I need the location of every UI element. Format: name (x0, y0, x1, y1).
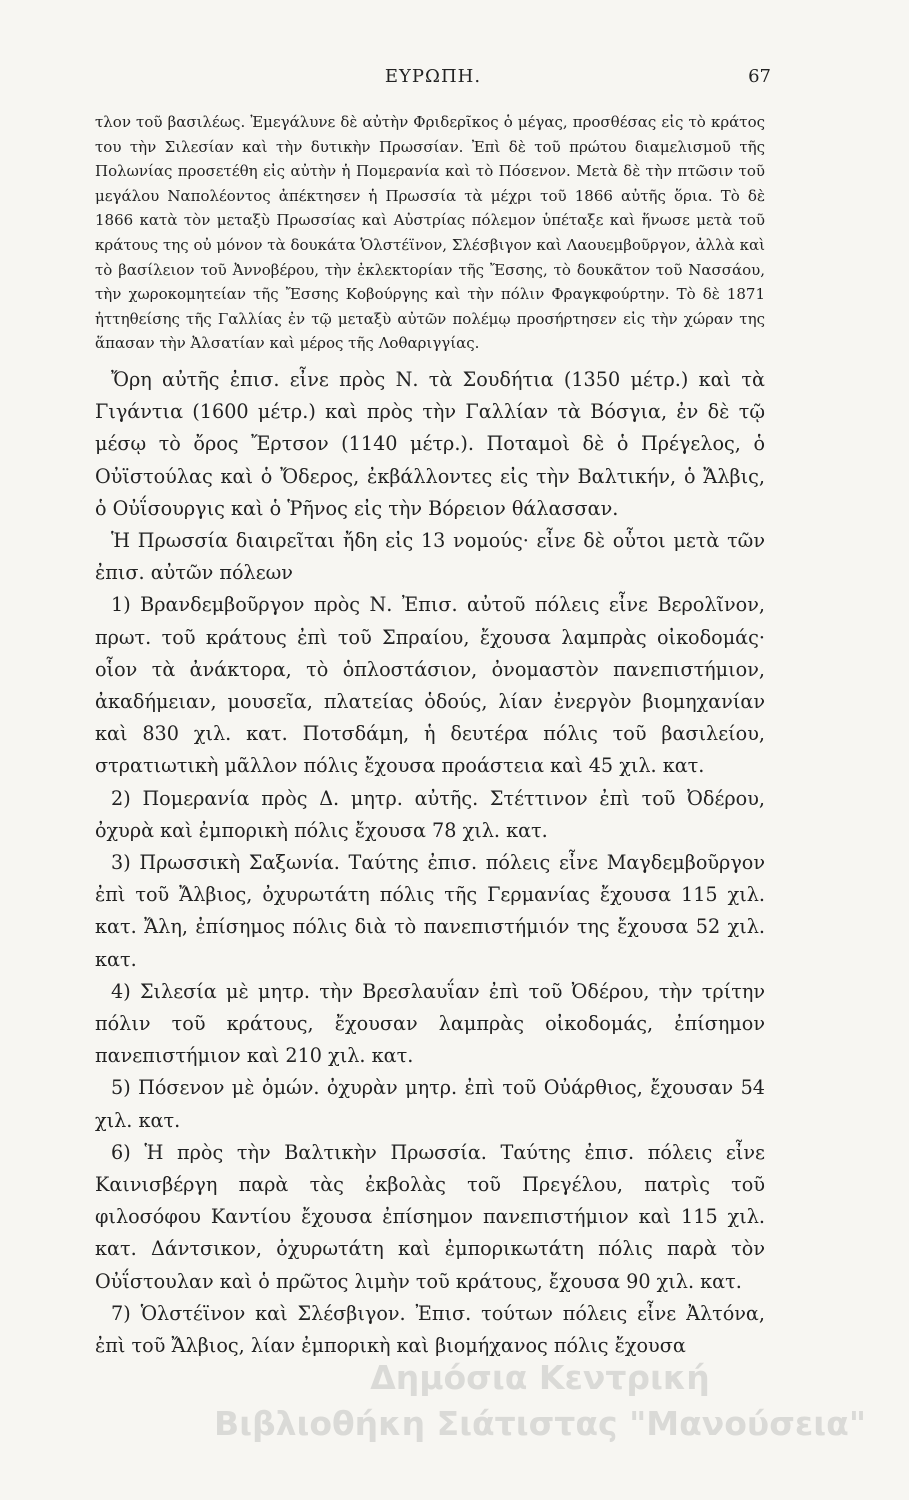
library-watermark (200, 1355, 880, 1447)
history-paragraph: τλον τοῦ βασιλέως. Ἐμεγάλυνε δὲ αὐτὴν Φριδερῖκος ὁ μέγας, προσθέσας εἰς τὸ κράτος του τὴν Σιλεσίαν καὶ τὴν δυτικὴν Πρωσσίαν. Ἐπὶ δὲ τοῦ πρώτου διαμελισμοῦ τῆς Πολωνίας προσετέθη εἰς αὐτὴν ἡ Πομερανία καὶ τὸ Πόσενον. Μετὰ δὲ τὴν πτῶσιν τοῦ μεγάλου Ναπολέοντος ἀπέκτησεν ἡ Πρωσσία τὰ μέχρι τοῦ 1866 αὐτῆς ὅρια. Τὸ δὲ 1866 κατὰ τὸν μεταξὺ Πρωσσίας καὶ Αὐστρίας πόλεμον ὑπέταξε καὶ ἥνωσε μετὰ τοῦ κράτους της οὐ μόνον τὰ δουκάτα Ὁλστέϊνον, Σλέσβιγον καὶ Λαουεμβοῦργον, ἀλλὰ καὶ τὸ βασίλειον τοῦ Ἀννοβέρου, τὴν ἐκλεκτορίαν τῆς Ἔσσης, τὸ δουκᾶτον τοῦ Νασσάου, τὴν χωροκομητείαν τῆς Ἔσσης Κοβούργης καὶ τὴν πόλιν Φραγκφούρτην. Τὸ δὲ 1871 ἡττηθείσης τῆς Γαλλίας ἐν τῷ μεταξὺ αὐτῶν πολέμῳ προσήρτησεν εἰς τὴν χώραν της ἅπασαν τὴν Ἀλσατίαν καὶ μέρος τῆς Λοθαριγγίας. (95, 113, 765, 353)
watermark-line-2: Βιβλιοθήκη Σιάτιστας "Μανούσεια" (213, 1404, 867, 1443)
province-item-6: 6) Ἡ πρὸς τὴν Βαλτικὴν Πρωσσία. Ταύτης ἐπισ. πόλεις εἶνε Καινισβέργη παρὰ τὰς ἐκβολὰς τοῦ Πρεγέλου, πατρὶς τοῦ φιλοσόφου Καντίου ἔχουσα ἐπίσημον πανεπιστήμιον καὶ 115 χιλ. κατ. Δάντσικον, ὀχυρωτάτη καὶ ἐμπορικωτάτη πόλις παρὰ τὸν Οὐΐστουλαν καὶ ὁ πρῶτος λιμὴν τοῦ κράτους, ἔχουσα 90 χιλ. κατ. (95, 1140, 765, 1293)
province-item-4: 4) Σιλεσία μὲ μητρ. τὴν Βρεσλαυΐαν ἐπὶ τοῦ Ὀδέρου, τὴν τρίτην πόλιν τοῦ κράτους, ἔχουσαν λαμπρὰς οἰκοδομάς, ἐπίσημον πανεπιστήμιον καὶ 210 χιλ. κατ. (95, 979, 765, 1068)
page-number: 67 (748, 66, 771, 87)
mountains-rivers-paragraph: Ὄρη αὐτῆς ἐπισ. εἶνε πρὸς Ν. τὰ Σουδήτια (1350 μέτρ.) καὶ τὰ Γιγάντια (1600 μέτρ.) καὶ πρὸς τὴν Γαλλίαν τὰ Βόσγια, ἐν δὲ τῷ μέσῳ τὸ ὄρος Ἔρτσον (1140 μέτρ.). Ποταμοὶ δὲ ὁ Πρέγελος, ὁ Οὐϊστούλας καὶ ὁ Ὄδερος, ἐκβάλλοντες εἰς τὴν Βαλτικήν, ὁ Ἄλβις, ὁ Οὐΐσουργις καὶ ὁ Ῥῆνος εἰς τὴν Βόρειον θάλασσαν. (95, 367, 765, 520)
province-item-5: 5) Πόσενον μὲ ὁμών. ὀχυρὰν μητρ. ἐπὶ τοῦ Οὐάρθιος, ἔχουσαν 54 χιλ. κατ. (95, 1076, 765, 1132)
history-section (95, 110, 765, 356)
province-item-2: 2) Πομερανία πρὸς Δ. μητρ. αὐτῆς. Στέττινον ἐπὶ τοῦ Ὀδέρου, ὀχυρὰ καὶ ἐμπορικὴ πόλις ἔχουσα 78 χιλ. κατ. (95, 786, 765, 842)
division-intro-paragraph: Ἡ Πρωσσία διαιρεῖται ἤδη εἰς 13 νομούς· εἶνε δὲ οὗτοι μετὰ τῶν ἐπισ. αὐτῶν πόλεων (95, 528, 765, 585)
running-title: ΕΥΡΩΠΗ. (384, 66, 482, 87)
page-header (95, 66, 771, 96)
province-item-1: 1) Βρανδεμβοῦργον πρὸς Ν. Ἐπισ. αὐτοῦ πόλεις εἶνε Βερολῖνον, πρωτ. τοῦ κράτους ἐπὶ τοῦ Σπραίου, ἔχουσα λαμπρὰς οἰκοδομάς· οἷον τὰ ἀνάκτορα, τὸ ὁπλοστάσιον, ὀνομαστὸν πανεπιστήμιον, ἀκαδήμειαν, μουσεῖα, πλατείας ὁδούς, λίαν ἐνεργὸν βιομηχανίαν καὶ 830 χιλ. κατ. Ποτσδάμη, ἡ δευτέρα πόλις τοῦ βασιλείου, στρατιωτικὴ μᾶλλον πόλις ἔχουσα προάστεια καὶ 45 χιλ. κατ. (95, 593, 765, 778)
province-item-3: 3) Πρωσσικὴ Σαξωνία. Ταύτης ἐπισ. πόλεις εἶνε Μαγδεμβοῦργον ἐπὶ τοῦ Ἄλβιος, ὀχυρωτάτη πόλις τῆς Γερμανίας ἔχουσα 115 χιλ. κατ. Ἄλη, ἐπίσημος πόλις διὰ τὸ πανεπιστήμιόν της ἔχουσα 52 χιλ. κατ. (95, 850, 765, 971)
watermark-line-1: Δημόσια Κεντρική (370, 1358, 710, 1397)
page-body (95, 110, 765, 1362)
province-item-7: 7) Ὁλστέϊνον καὶ Σλέσβιγον. Ἐπισ. τούτων πόλεις εἶνε Ἀλτόνα, ἐπὶ τοῦ Ἄλβιος, λίαν ἐμπορικὴ καὶ βιομήχανος πόλις ἔχουσα (95, 1301, 765, 1358)
geography-section (95, 364, 765, 1362)
